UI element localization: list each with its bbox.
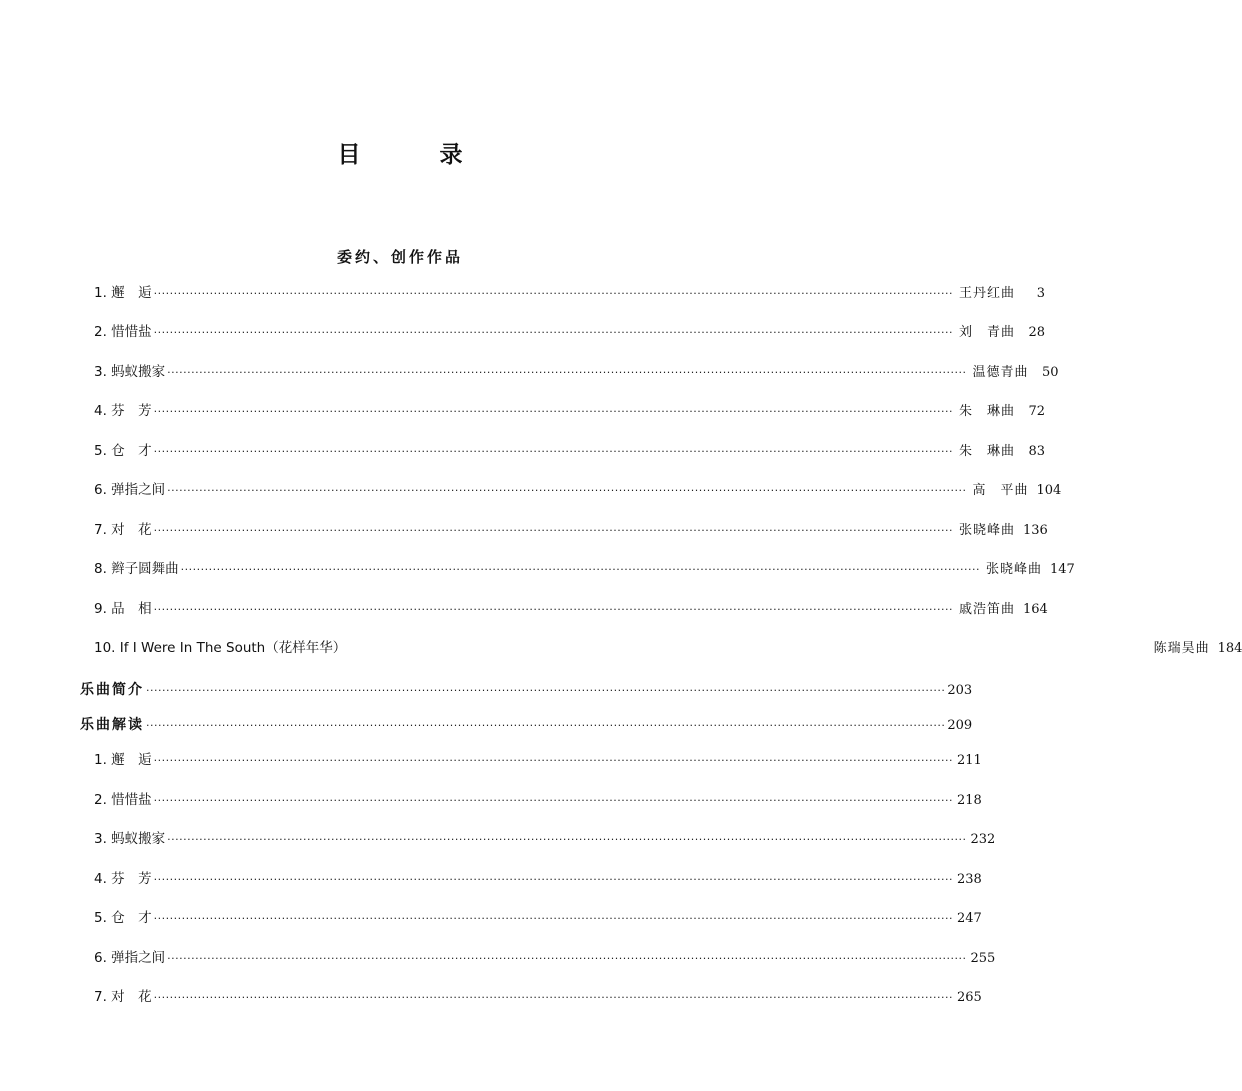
toc-section-analysis[interactable] [80,715,973,735]
toc-entry[interactable] [94,520,1048,540]
toc-entry[interactable] [94,283,1045,303]
entry-page-number: 83 [1028,444,1045,459]
entry-title: 4. 芬 芳 [94,871,152,887]
entry-page-number: 184 [1217,641,1242,656]
leader-dots: ········································································································································································································ [167,484,967,497]
leader-dots: ········································································································································································································ [153,991,953,1004]
leader-dots: ········································································································································································································ [167,366,967,379]
leader-dots: ········································································································································································································ [153,405,953,418]
entry-title: 7. 对 花 [94,989,152,1005]
entry-title: 5. 仓 才 [94,910,152,926]
toc-entry[interactable] [94,908,982,928]
entry-page-number: 232 [970,832,996,847]
entry-page-number: 28 [1028,325,1045,340]
entry-page-number: 255 [970,951,996,966]
section-title: 乐曲解读 [80,717,144,733]
entry-page-number: 211 [957,753,982,768]
entry-page-number: 136 [1023,523,1048,538]
entry-composer: 刘 青曲 [959,325,1016,340]
section-page-number: 203 [947,683,973,698]
toc-entry[interactable] [94,441,1045,461]
leader-dots: ········································································································································································································ [180,563,980,576]
toc-entry[interactable] [94,869,982,889]
toc-entry[interactable] [94,829,996,849]
toc-entry[interactable] [94,599,1048,619]
leader-dots: ········································································································································································································ [153,754,953,767]
toc-entry[interactable] [94,401,1045,421]
section-heading-commissioned: 委约、创作作品 [336,248,463,266]
entry-page-number: 238 [957,872,982,887]
entry-page-number: 50 [1041,365,1059,380]
leader-dots: ········································································································································································································ [153,445,953,458]
entry-page-number: 104 [1036,483,1062,498]
entry-title: 7. 对 花 [94,522,152,538]
entry-title: 4. 芬 芳 [94,403,152,419]
entry-composer: 高 平曲 [972,483,1029,498]
leader-dots: ········································································································································································································ [153,912,953,925]
leader-dots: ········································································································································································································ [153,326,953,339]
entry-title: 6. 弹指之间 [94,482,166,498]
leader-dots: ········································································································································································································ [153,524,953,537]
page-title: 目 录 [337,142,491,168]
leader-dots: ········································································································································································································ [167,952,967,965]
section-title: 乐曲简介 [80,682,144,698]
section-page-number: 209 [947,718,973,733]
toc-entry[interactable] [94,559,1075,579]
entry-composer: 朱 琳曲 [959,404,1016,419]
entry-composer: 张晓峰曲 [986,562,1043,577]
entry-title: 2. 惜惜盐 [94,792,152,808]
entry-composer: 朱 琳曲 [959,444,1016,459]
toc-entry[interactable] [94,322,1045,342]
toc-section-intro[interactable] [80,680,973,700]
entry-composer: 张晓峰曲 [959,523,1016,538]
entry-title: 1. 邂 逅 [94,285,152,301]
toc-entry[interactable] [94,480,1062,500]
entry-title: 8. 辫子圆舞曲 [94,561,179,577]
entry-title: 1. 邂 逅 [94,752,152,768]
leader-dots: ········································································································································································································ [153,603,953,616]
leader-dots: ········································································································································································································ [153,287,953,300]
entry-page-number: 147 [1050,562,1075,577]
leader-dots: ········································································································································································································ [146,719,946,732]
entry-page-number: 218 [957,793,982,808]
entry-page-number: 247 [957,911,982,926]
toc-entry[interactable] [94,362,1059,382]
entry-title: 6. 弹指之间 [94,950,166,966]
leader-dots: ········································································································································································································ [146,684,946,697]
entry-title: 2. 惜惜盐 [94,324,152,340]
entry-page-number: 72 [1028,404,1045,419]
toc-entry[interactable] [94,638,1242,658]
leader-dots: ········································································································································································································ [167,833,967,846]
leader-dots: ········································································································································································································ [153,873,953,886]
entry-composer: 温德青曲 [972,365,1029,380]
toc-entry[interactable] [94,948,996,968]
entry-title: 3. 蚂蚁搬家 [94,364,166,380]
entry-composer: 戚浩笛曲 [959,602,1016,617]
toc-entry[interactable] [94,987,982,1007]
entry-title: 10. If I Were In The South（花样年华） [94,640,347,656]
entry-title: 3. 蚂蚁搬家 [94,831,166,847]
toc-entry[interactable] [94,750,982,770]
toc-entry[interactable] [94,790,982,810]
leader-dots: ········································································································································································································ [153,794,953,807]
entry-title: 9. 品 相 [94,601,152,617]
entry-page-number: 265 [957,990,982,1005]
entry-composer: 王丹红曲 [959,286,1016,301]
entry-page-number: 3 [1036,286,1045,301]
entry-page-number: 164 [1023,602,1048,617]
entry-title: 5. 仓 才 [94,443,152,459]
entry-composer: 陈瑞昊曲 [1153,641,1210,656]
